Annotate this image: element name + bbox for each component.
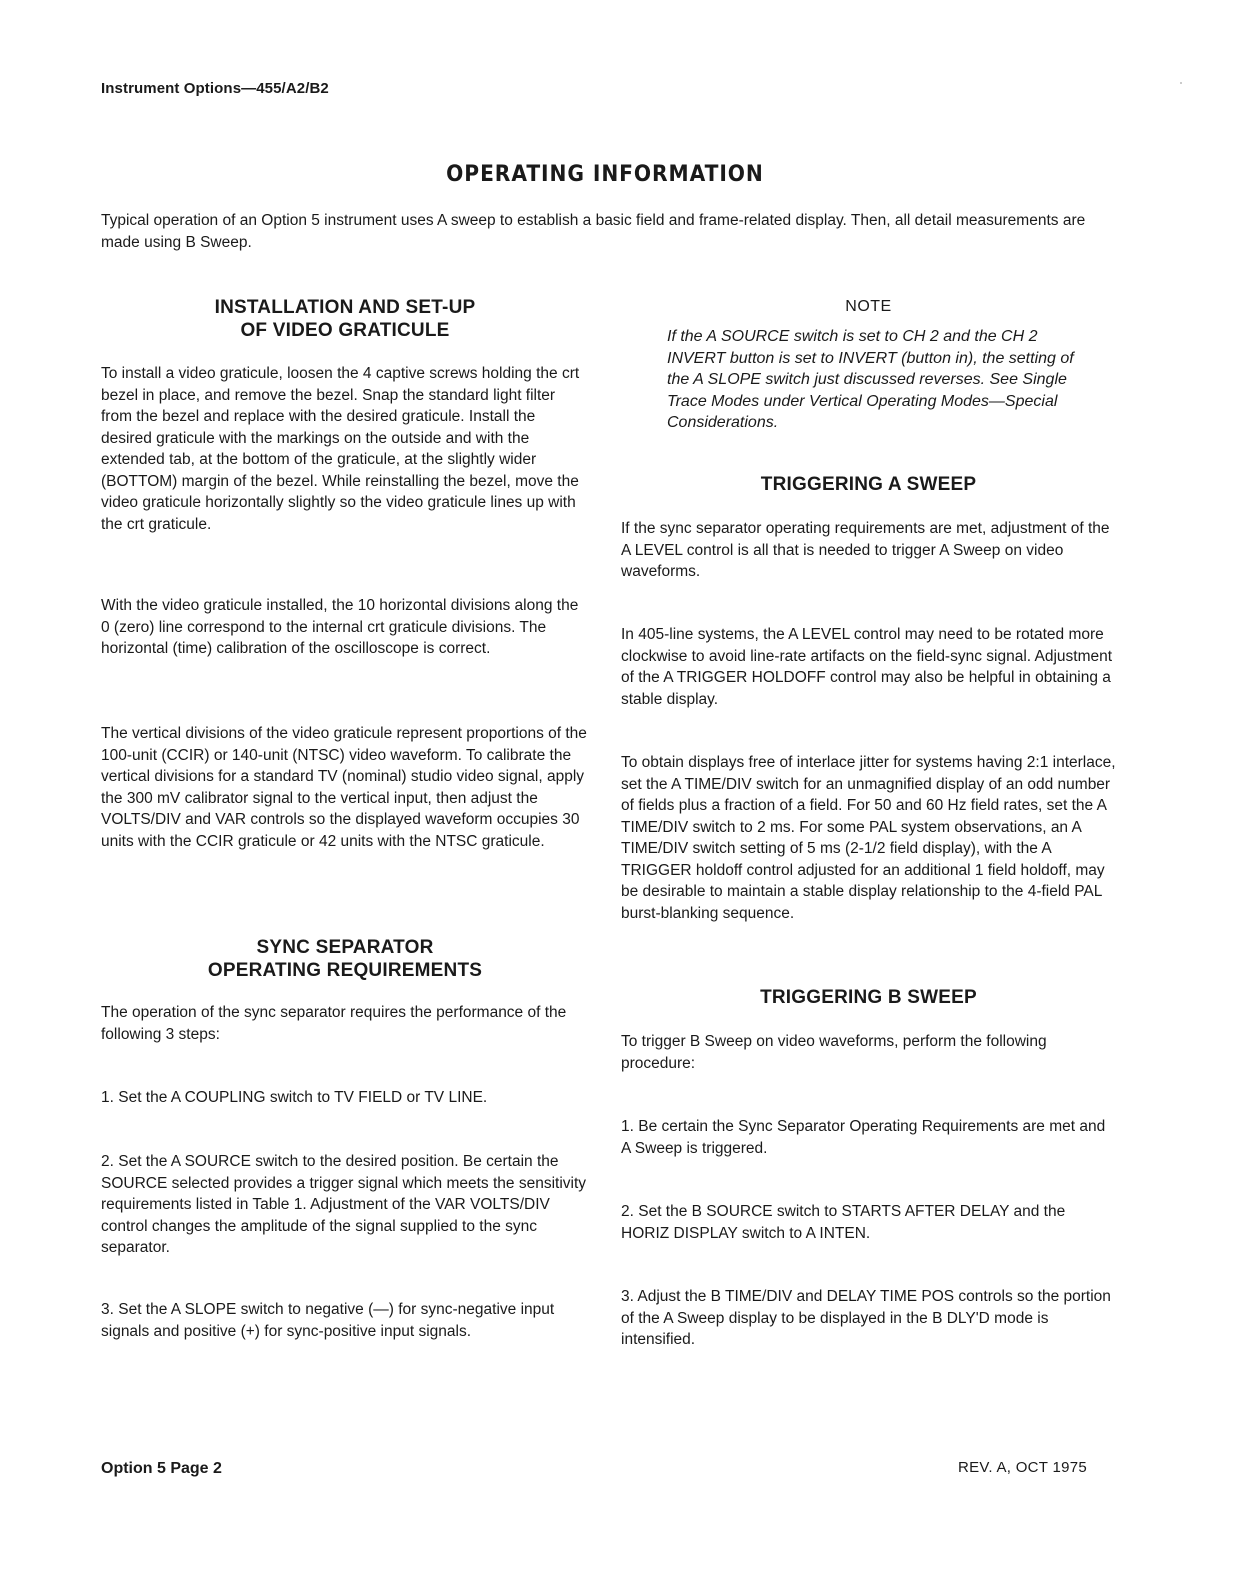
note-text-block xyxy=(621,326,1116,434)
note-block xyxy=(621,298,1116,316)
paragraph-text: To obtain displays free of interlace jitter for systems having 2:1 interlace, set the A TIME/DIV switch for an unmagnified display of an odd number of fields plus a fraction of a field. For 50 and 60 Hz field rates, set the A TIME/DIV switch to 2 ms. For some PAL system observations, an A TIME/DIV switch setting of 5 ms (2-1/2 field display), with the A TRIGGER holdoff control adjusted for an additional 1 field holdoff, may be desirable to maintain a stable display relationship to the 4-field PAL burst-blanking sequence. xyxy=(621,754,1116,922)
list-item: 2. Set the B SOURCE switch to STARTS AFTER DELAY and the HORIZ DISPLAY switch to A INTEN. xyxy=(621,1203,1066,1242)
trigger-b-heading-block xyxy=(621,986,1116,1009)
sync-heading-line2: OPERATING REQUIREMENTS xyxy=(207,960,483,981)
paragraph-text: To trigger B Sweep on video waveforms, perform the following procedure: xyxy=(621,1033,1047,1072)
note-text: If the A SOURCE switch is set to CH 2 and the CH 2 INVERT button is set to INVERT (button in), the setting of the A SLOPE switch just discussed reverses. See Single Trace Modes under Vertical Operating Modes—Special Considerations. xyxy=(667,328,1074,431)
installation-paragraph-1 xyxy=(101,363,589,535)
installation-heading xyxy=(101,296,589,342)
installation-paragraph-3 xyxy=(101,723,589,852)
sync-heading xyxy=(101,936,589,982)
list-item: 1. Set the A COUPLING switch to TV FIELD or TV LINE. xyxy=(101,1089,488,1106)
trigger-b-step-1 xyxy=(621,1116,1116,1159)
trigger-a-paragraph-1 xyxy=(621,518,1116,583)
sync-step-1 xyxy=(101,1087,589,1109)
paragraph-text: If the sync separator operating requirements are met, adjustment of the A LEVEL control is all that is needed to trigger A Sweep on video waveforms. xyxy=(621,520,1110,580)
trigger-b-step-2 xyxy=(621,1201,1116,1244)
installation-heading-line2: OF VIDEO GRATICULE xyxy=(240,320,450,341)
paragraph-text: To install a video graticule, loosen the 4 captive screws holding the crt bezel in place, and remove the bezel. Snap the standard light filter from the bezel and replace with the desired graticule. Install the desired graticule with the markings on the outside and with the extended tab, at the bottom of the graticule, at the slightly wider (BOTTOM) margin of the bezel. While reinstalling the bezel, move the video graticule horizontally slightly so the video graticule lines up with the crt graticule. xyxy=(101,365,580,533)
sync-paragraph-1 xyxy=(101,1002,589,1045)
list-item: 2. Set the A SOURCE switch to the desired position. Be certain the SOURCE selected provides a trigger signal which meets the sensitivity requirements listed in Table 1. Adjustment of the VAR VOLTS/DIV control changes the amplitude of the signal supplied to the sync separator. xyxy=(101,1153,587,1256)
footer-revision: REV. A, OCT 1975 xyxy=(958,1459,1088,1476)
paragraph-text: The operation of the sync separator requires the performance of the following 3 steps: xyxy=(101,1004,567,1043)
list-item: 3. Set the A SLOPE switch to negative (—) for sync-negative input signals and positive (+) for sync-positive input signals. xyxy=(101,1301,555,1340)
scan-speck xyxy=(1180,82,1182,84)
trigger-a-heading-block xyxy=(621,473,1116,496)
trigger-a-paragraph-2 xyxy=(621,624,1116,710)
paragraph-text: In 405-line systems, the A LEVEL control may need to be rotated more clockwise to avoid line-rate artifacts on the field-sync signal. Adjustment of the A TRIGGER HOLDOFF control may also be helpful in obtaining a stable display. xyxy=(621,626,1113,708)
installation-heading-line1: INSTALLATION AND SET-UP xyxy=(214,297,476,318)
trigger-b-step-3 xyxy=(621,1286,1116,1351)
running-header: Instrument Options—455/A2/B2 xyxy=(101,80,329,97)
trigger-a-heading: TRIGGERING A SWEEP xyxy=(760,474,977,495)
note-label: NOTE xyxy=(845,298,892,315)
trigger-a-paragraph-3 xyxy=(621,752,1116,924)
sync-step-3 xyxy=(101,1299,589,1342)
sync-step-2 xyxy=(101,1151,589,1259)
list-item: 3. Adjust the B TIME/DIV and DELAY TIME POS controls so the portion of the A Sweep display to be displayed in the B DLY'D mode is intensified. xyxy=(621,1288,1111,1348)
trigger-b-paragraph-1 xyxy=(621,1031,1116,1074)
footer-page-label: Option 5 Page 2 xyxy=(101,1460,222,1477)
page-title: OPERATING INFORMATION xyxy=(446,162,764,187)
trigger-b-heading: TRIGGERING B SWEEP xyxy=(760,987,977,1008)
paragraph-text: The vertical divisions of the video graticule represent proportions of the 100-unit (CCIR) or 140-unit (NTSC) video waveform. To calibrate the vertical divisions for a standard TV (nominal) studio video signal, apply the 300 mV calibrator signal to the vertical input, then adjust the VOLTS/DIV and VAR controls so the displayed waveform occupies 30 units with the CCIR graticule or 42 units with the NTSC graticule. xyxy=(101,725,587,850)
paragraph-text: With the video graticule installed, the 10 horizontal divisions along the 0 (zero) line correspond to the internal crt graticule divisions. The horizontal (time) calibration of the oscilloscope is correct. xyxy=(101,597,579,657)
installation-paragraph-2 xyxy=(101,595,589,660)
intro-paragraph: Typical operation of an Option 5 instrument uses A sweep to establish a basic field and frame-related display. Then, all detail measurements are made using B Sweep. xyxy=(101,212,1086,251)
list-item: 1. Be certain the Sync Separator Operating Requirements are met and A Sweep is triggered. xyxy=(621,1118,1106,1157)
sync-heading-line1: SYNC SEPARATOR xyxy=(256,937,434,958)
